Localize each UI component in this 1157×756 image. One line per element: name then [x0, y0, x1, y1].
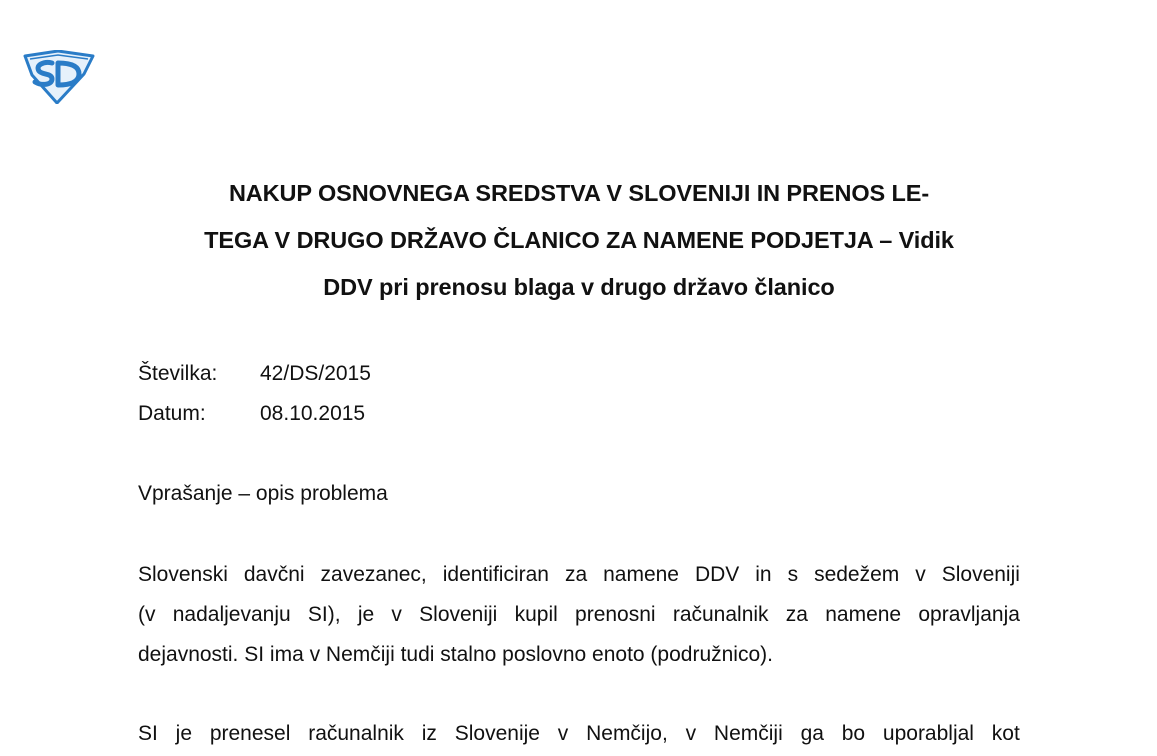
paragraph-line	[138, 557, 1020, 597]
word: s	[787, 563, 799, 586]
title-line: DDV pri prenosu blaga v drugo državo članico	[323, 274, 835, 300]
word: (v	[138, 603, 156, 626]
word: namene	[825, 603, 902, 626]
meta-label: Datum:	[138, 402, 206, 425]
word: Nemčijo,	[586, 722, 668, 745]
word: Slovenije	[454, 722, 540, 745]
word: kupil	[514, 603, 558, 626]
meta-value: 42/DS/2015	[260, 362, 371, 385]
meta-value: 08.10.2015	[260, 402, 366, 425]
word: nadaljevanju	[172, 603, 291, 626]
word: kot	[991, 722, 1020, 745]
word: računalnik	[308, 722, 404, 745]
word: računalnik	[672, 603, 769, 626]
word: je	[175, 722, 193, 745]
word: iz	[421, 722, 437, 745]
word: uporabljal	[882, 722, 974, 745]
word: davčni	[243, 563, 305, 586]
meta-row-date	[138, 394, 371, 434]
word: sedežem	[814, 563, 900, 586]
word: SI	[138, 722, 158, 745]
word: za	[564, 563, 588, 586]
meta-row-number	[138, 354, 371, 394]
section-heading: Vprašanje – opis problema	[138, 482, 388, 505]
document-title	[138, 170, 1020, 311]
word: za	[785, 603, 808, 626]
word: in	[755, 563, 772, 586]
word: v	[685, 722, 697, 745]
word: v	[391, 603, 402, 626]
word: prenesel	[209, 722, 291, 745]
word: Slovenski	[138, 563, 228, 586]
title-line: TEGA V DRUGO DRŽAVO ČLANICO ZA NAMENE PODJETJA – Vidik	[204, 227, 954, 253]
word: Sloveniji	[941, 563, 1020, 586]
line-text: dejavnosti. SI ima v Nemčiji tudi stalno poslovno enoto (podružnico).	[138, 643, 773, 666]
word: je	[357, 603, 375, 626]
paragraph-line	[138, 597, 1020, 637]
title-line: NAKUP OSNOVNEGA SREDSTVA V SLOVENIJI IN PRENOS LE-	[228, 180, 930, 206]
word: opravljanja	[918, 603, 1020, 626]
word: identificiran	[442, 563, 549, 586]
word: DDV	[694, 563, 740, 586]
word: SI),	[307, 603, 341, 626]
meta-label: Številka:	[138, 362, 218, 385]
paragraph-transfer	[138, 716, 1020, 756]
word: v	[557, 722, 569, 745]
company-logo	[22, 50, 96, 104]
word: bo	[841, 722, 866, 745]
paragraph-line	[138, 716, 1020, 756]
word: namene	[603, 563, 679, 586]
document-metadata	[138, 354, 371, 434]
word: Nemčiji	[713, 722, 783, 745]
word: v	[915, 563, 926, 586]
word: zavezanec,	[320, 563, 427, 586]
word: Sloveniji	[419, 603, 498, 626]
word: ga	[800, 722, 824, 745]
paragraph-problem-description	[138, 557, 1020, 677]
paragraph-line	[138, 637, 1020, 677]
sd-shield-logo-icon	[22, 50, 96, 104]
word: prenosni	[575, 603, 656, 626]
